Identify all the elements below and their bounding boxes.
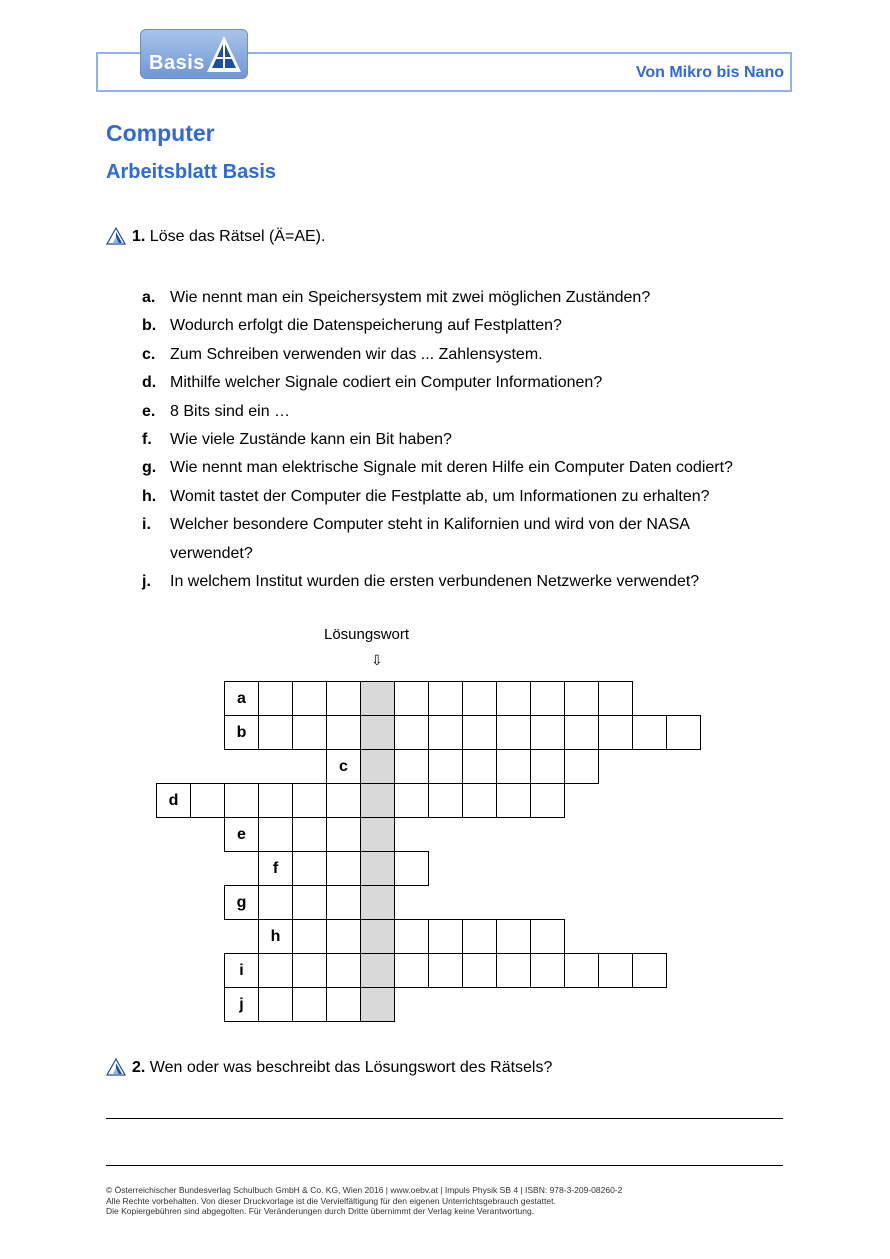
row-label-i: i <box>224 953 259 988</box>
crossword-cell[interactable] <box>462 681 497 716</box>
crossword-cell[interactable] <box>496 953 531 988</box>
crossword-cell[interactable] <box>326 851 361 886</box>
crossword-cell[interactable] <box>326 783 361 818</box>
crossword-cell[interactable] <box>394 715 429 750</box>
crossword-cell[interactable] <box>496 715 531 750</box>
question-letter: h. <box>142 487 157 505</box>
crossword-cell[interactable] <box>564 681 599 716</box>
task-2 <box>106 1058 552 1077</box>
crossword-cell[interactable] <box>496 749 531 784</box>
basis-level-icon <box>106 1058 126 1076</box>
footer-rights: Alle Rechte vorbehalten. Von dieser Druckvorlage ist die Vervielfältigung für den eigenen Unterrichtsgebrauch gestattet. <box>106 1195 556 1206</box>
crossword-cell[interactable] <box>326 817 361 852</box>
question-letter: c. <box>142 345 156 363</box>
solution-word-label: Lösungswort <box>324 626 410 643</box>
crossword-cell[interactable] <box>530 953 565 988</box>
crossword-cell[interactable] <box>326 715 361 750</box>
crossword-cell[interactable] <box>326 953 361 988</box>
crossword-cell[interactable] <box>292 783 327 818</box>
question-letter: g. <box>142 459 157 477</box>
crossword-cell[interactable] <box>632 715 667 750</box>
crossword-cell[interactable] <box>530 681 565 716</box>
question-list <box>142 284 802 596</box>
footer-disclaimer: Die Kopiergebühren sind abgegolten. Für Veränderungen durch Dritte übernimmt der Verlag keine Verantwortung. <box>106 1206 535 1216</box>
footer-copyright: © Österreichischer Bundesverlag Schulbuch GmbH & Co. KG, Wien 2016 | www.oebv.at | Impuls Physik SB 4 | ISBN: 978-3-209-08260-2 <box>106 1185 623 1195</box>
question-text: Womit tastet der Computer die Festplatte ab, um Informationen zu erhalten? <box>170 487 710 505</box>
solution-cell[interactable] <box>360 817 395 852</box>
question-j <box>142 568 802 596</box>
crossword-cell[interactable] <box>258 885 293 920</box>
solution-cell[interactable] <box>360 851 395 886</box>
crossword-cell[interactable] <box>292 885 327 920</box>
crossword-cell[interactable] <box>326 885 361 920</box>
crossword-cell[interactable] <box>530 715 565 750</box>
solution-cell[interactable] <box>360 919 395 954</box>
crossword-cell[interactable] <box>224 783 259 818</box>
crossword-cell[interactable] <box>462 715 497 750</box>
solution-cell[interactable] <box>360 953 395 988</box>
question-letter: e. <box>142 402 156 420</box>
page-subtitle: Arbeitsblatt Basis <box>106 161 277 183</box>
row-label-c: c <box>326 749 361 784</box>
crossword-cell[interactable] <box>530 783 565 818</box>
crossword-cell[interactable] <box>428 749 463 784</box>
question-letter: a. <box>142 289 156 306</box>
crossword-cell[interactable] <box>292 681 327 716</box>
crossword-cell[interactable] <box>394 783 429 818</box>
question-b <box>142 312 802 340</box>
crossword-cell[interactable] <box>496 681 531 716</box>
question-h <box>142 483 802 511</box>
crossword-cell[interactable] <box>394 749 429 784</box>
crossword-cell[interactable] <box>462 919 497 954</box>
question-text: Wie viele Zustände kann ein Bit haben? <box>170 431 452 449</box>
crossword-cell[interactable] <box>428 953 463 988</box>
crossword-cell[interactable] <box>598 681 633 716</box>
crossword-cell[interactable] <box>258 987 293 1022</box>
question-letter: d. <box>142 374 157 392</box>
crossword-cell[interactable] <box>564 715 599 750</box>
crossword-cell[interactable] <box>326 681 361 716</box>
row-label-e: e <box>224 817 259 852</box>
question-letter: i. <box>142 516 151 534</box>
row-label-j: j <box>224 987 259 1022</box>
question-letter: j. <box>142 573 151 591</box>
crossword-cell[interactable] <box>428 919 463 954</box>
crossword-cell[interactable] <box>428 783 463 818</box>
crossword-cell[interactable] <box>394 953 429 988</box>
task-1 <box>106 227 325 246</box>
row-label-b: b <box>224 715 259 750</box>
row-label-g: g <box>224 885 259 920</box>
crossword-cell[interactable] <box>428 715 463 750</box>
crossword-cell[interactable] <box>292 919 327 954</box>
crossword-cell[interactable] <box>258 817 293 852</box>
crossword-cell[interactable] <box>190 783 225 818</box>
task-1-number: 1. <box>132 228 146 245</box>
page-title: Computer <box>106 120 215 146</box>
question-text: Welcher besondere Computer steht in Kalifornien und wird von der NASA verwendet? <box>170 516 690 562</box>
crossword-cell[interactable] <box>258 681 293 716</box>
solution-cell[interactable] <box>360 749 395 784</box>
row-label-a: a <box>224 681 259 716</box>
triangle-logo-icon <box>205 34 243 74</box>
question-i <box>142 511 802 568</box>
logo-text: Basis <box>149 52 205 74</box>
crossword-cell[interactable] <box>530 749 565 784</box>
crossword-cell[interactable] <box>394 681 429 716</box>
crossword-cell[interactable] <box>564 749 599 784</box>
crossword-cell[interactable] <box>326 919 361 954</box>
question-text: Wodurch erfolgt die Datenspeicherung auf Festplatten? <box>170 317 562 335</box>
row-label-h: h <box>258 919 293 954</box>
row-label-d: d <box>156 783 191 818</box>
question-g <box>142 454 802 482</box>
crossword-cell[interactable] <box>428 681 463 716</box>
question-c <box>142 341 802 369</box>
basis-level-icon <box>106 227 126 245</box>
arrow-down-icon: ⇩ <box>371 652 383 668</box>
crossword-cell[interactable] <box>462 953 497 988</box>
answer-line[interactable] <box>106 1118 783 1119</box>
question-letter: f. <box>142 431 152 449</box>
question-a <box>142 284 802 312</box>
crossword-cell[interactable] <box>292 987 327 1022</box>
question-f <box>142 426 802 454</box>
crossword-cell[interactable] <box>258 783 293 818</box>
crossword-cell[interactable] <box>462 749 497 784</box>
answer-line[interactable] <box>106 1165 783 1166</box>
task-2-text: Wen oder was beschreibt das Lösungswort des Rätsels? <box>149 1059 553 1076</box>
crossword-cell[interactable] <box>632 953 667 988</box>
crossword-cell[interactable] <box>292 851 327 886</box>
crossword-cell[interactable] <box>394 851 429 886</box>
row-label-f: f <box>258 851 293 886</box>
crossword-cell[interactable] <box>496 919 531 954</box>
crossword-cell[interactable] <box>496 783 531 818</box>
crossword-cell[interactable] <box>258 715 293 750</box>
crossword-cell[interactable] <box>666 715 701 750</box>
question-e <box>142 398 802 426</box>
task-2-number: 2. <box>132 1059 146 1076</box>
solution-cell[interactable] <box>360 987 395 1022</box>
solution-cell[interactable] <box>360 681 395 716</box>
crossword-cell[interactable] <box>292 953 327 988</box>
question-d <box>142 369 802 397</box>
crossword-cell[interactable] <box>598 953 633 988</box>
solution-cell[interactable] <box>360 885 395 920</box>
question-text: Zum Schreiben verwenden wir das ... Zahlensystem. <box>170 345 543 363</box>
crossword-cell[interactable] <box>530 919 565 954</box>
crossword-cell[interactable] <box>258 953 293 988</box>
solution-cell[interactable] <box>360 783 395 818</box>
crossword-cell[interactable] <box>326 987 361 1022</box>
crossword-cell[interactable] <box>564 953 599 988</box>
question-text: Wie nennt man ein Speichersystem mit zwei möglichen Zuständen? <box>170 289 651 306</box>
basis-logo <box>140 29 248 79</box>
crossword-cell[interactable] <box>394 919 429 954</box>
question-text: Mithilfe welcher Signale codiert ein Computer Informationen? <box>170 374 603 392</box>
crossword-cell[interactable] <box>292 715 327 750</box>
task-1-text: Löse das Rätsel (Ä=AE). <box>149 228 326 245</box>
series-title: Von Mikro bis Nano <box>635 64 784 81</box>
question-text: 8 Bits sind ein … <box>170 402 291 420</box>
solution-cell[interactable] <box>360 715 395 750</box>
question-text: In welchem Institut wurden die ersten verbundenen Netzwerke verwendet? <box>170 573 700 591</box>
question-letter: b. <box>142 317 157 335</box>
crossword-cell[interactable] <box>598 715 633 750</box>
footer <box>106 1185 622 1217</box>
crossword-cell[interactable] <box>462 783 497 818</box>
question-text: Wie nennt man elektrische Signale mit deren Hilfe ein Computer Daten codiert? <box>170 459 733 477</box>
crossword-cell[interactable] <box>292 817 327 852</box>
